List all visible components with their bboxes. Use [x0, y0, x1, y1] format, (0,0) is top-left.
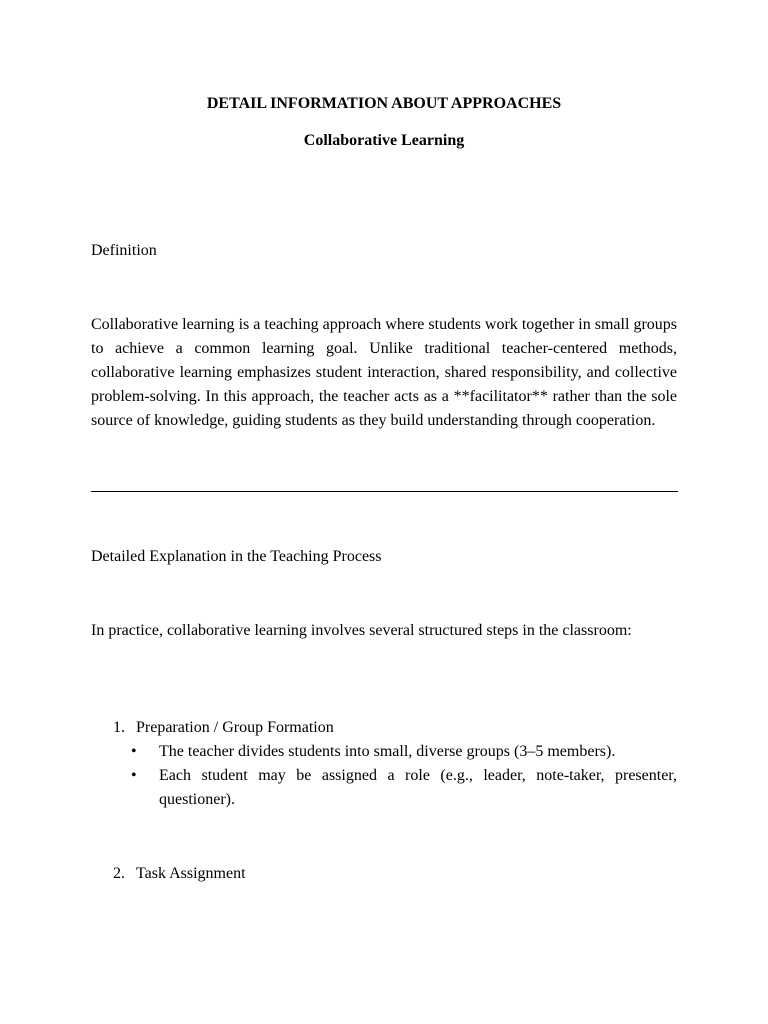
step-label: Task Assignment	[136, 865, 246, 882]
bullet-icon: •	[131, 767, 137, 784]
definition-paragraph: Collaborative learning is a teaching approach where students work together in small groups to achieve a common learning goal. Unlike traditional teacher-centered methods, collaborative learning emphasizes student interaction, shared responsibility, and collective problem-solving. In this approach, the teacher acts as a **facilitator** rather than the sole source of knowledge, guiding students as they build understanding through cooperation.	[91, 316, 677, 429]
step-bullet-text: Each student may be assigned a role (e.g., leader, note-taker, presenter, questioner).	[159, 767, 677, 808]
bullet-icon: •	[131, 743, 137, 760]
definition-heading: Definition	[91, 242, 157, 259]
step-number: 2.	[113, 865, 125, 882]
document-subtitle: Collaborative Learning	[303, 132, 465, 149]
step-bullet-text: The teacher divides students into small, diverse groups (3–5 members).	[159, 743, 616, 760]
step-label: Preparation / Group Formation	[136, 719, 334, 736]
explanation-heading: Detailed Explanation in the Teaching Process	[91, 548, 382, 565]
explanation-intro-paragraph: In practice, collaborative learning involves several structured steps in the classroom:	[91, 622, 632, 639]
step-number: 1.	[113, 719, 125, 736]
document-title: DETAIL INFORMATION ABOUT APPROACHES	[206, 95, 562, 112]
horizontal-divider	[91, 491, 678, 492]
